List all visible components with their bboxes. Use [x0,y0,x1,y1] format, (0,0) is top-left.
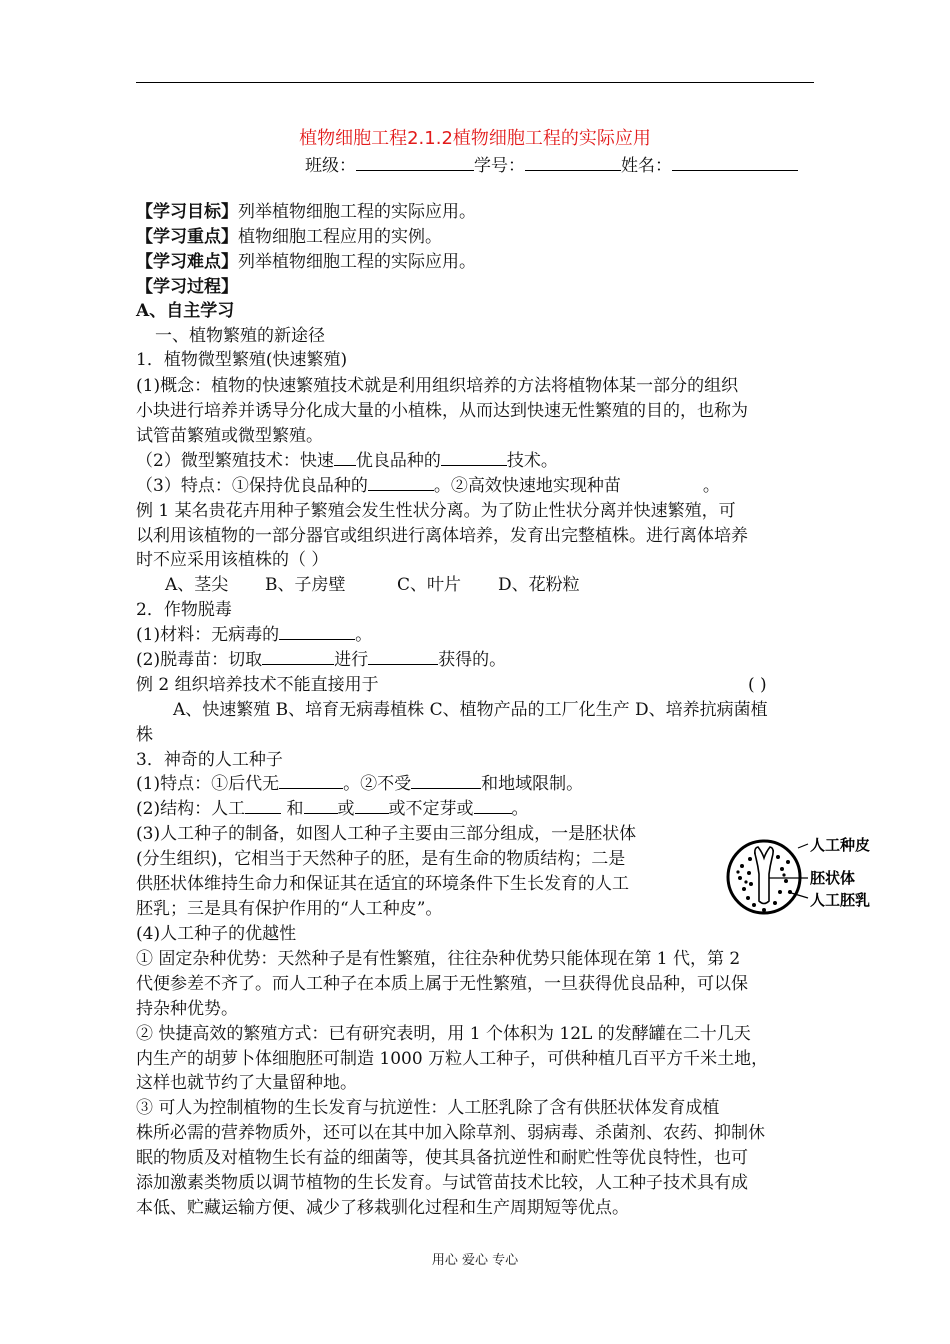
advantage-heading: (4)人工种子的优越性 [136,924,297,944]
example-options [165,573,580,597]
page-footer: 用心 爱心 专心 [431,1253,519,1268]
example-line: 时不应采用该植株的（ ） [136,550,329,570]
feature-line [136,474,720,498]
embryoid-shape [755,847,773,904]
advantage-line: ① 固定杂种优势：天然种子是有性繁殖，往往杂种优势只能体现在第 1 代，第 2 [136,949,741,969]
text-span: 技术。 [506,451,558,471]
structure-line [136,797,529,821]
concept-line: (1)概念：植物的快速繁殖技术就是利用组织培养的方法将植物体某一部分的组织 [136,376,739,396]
advantage-line: ② 快捷高效的繁殖方式：已有研究表明，用 1 个体积为 12L 的发酵罐在二十几天 [136,1024,751,1044]
advantage-line: 株所必需的营养物质外，还可以在其中加入除草剂、弱病毒、杀菌剂、农药、抑制休 [136,1123,765,1143]
learning-goal [136,200,476,224]
prep-line: (分生组织)，它相当于天然种子的胚，是有生命的物质结构；二是 [136,849,626,869]
material-line [136,623,372,647]
answer-paren: ( ) [748,675,767,695]
prep-line: 供胚状体维持生命力和保证其在适宜的环境条件下生长发育的人工 [136,874,629,894]
fill-blank[interactable] [262,650,334,665]
seed-coat-label: 人工种皮 [810,836,871,854]
item-heading: 1．植物微型繁殖(快速繁殖) [136,350,348,370]
concept-line: 试管苗繁殖或微型繁殖。 [136,426,323,446]
text-span: (1)材料：无病毒的 [136,625,280,645]
learning-focus [136,225,442,249]
text-span: (1)特点：①后代无 [136,774,280,794]
text-span: （2）微型繁殖技术：快速 [136,451,334,471]
text-span: 或 [337,799,355,819]
difficulty-tag: 【学习难点】 [136,252,238,272]
advantage-line: 内生产的胡萝卜体细胞胚可制造 1000 万粒人工种子，可供种植几百平方千米土地， [136,1049,769,1069]
text-span: 进行 [334,650,369,670]
name-blank[interactable] [672,156,798,171]
page-title: 植物细胞工程2.1.2植物细胞工程的实际应用 [299,128,651,149]
id-blank[interactable] [525,156,621,171]
text-span: 获得的。 [438,650,507,670]
text-span: 。 [511,799,529,819]
class-blank[interactable] [356,156,474,171]
goal-tag: 【学习目标】 [136,202,238,222]
header-rule [136,82,814,83]
artificial-seed-diagram [720,826,880,920]
example-options: 株 [136,725,153,745]
example-options: A、快速繁殖 B、培育无病毒植株 C、植物产品的工厂化生产 D、培养抗病菌植 [173,700,768,720]
text-span: （3）特点：①保持优良品种的 [136,476,368,496]
option-b: B、子房壁 [265,575,346,595]
fill-blank[interactable] [334,451,356,466]
fill-blank[interactable] [368,476,434,491]
text-span: 例 2 组织培养技术不能直接用于 [136,675,379,695]
fill-blank[interactable] [474,799,512,814]
focus-tag: 【学习重点】 [136,227,238,247]
item-heading: 2．作物脱毒 [136,600,232,620]
advantage-line: 本低、贮藏运输方便、减少了移栽驯化过程和生产周期短等优点。 [136,1198,629,1218]
prep-line: (3)人工种子的制备，如图人工种子主要由三部分组成，一是胚状体 [136,824,637,844]
fill-blank[interactable] [355,799,389,814]
text-span: 。②不受 [343,774,412,794]
fill-blank[interactable] [304,799,338,814]
advantage-line: 持杂种优势。 [136,999,238,1019]
concept-line: 小块进行培养并诱导分化成大量的小植株，从而达到快速无性繁殖的目的，也称为 [136,401,748,421]
id-label: 学号： [474,156,525,176]
example-line: 以利用该植物的一部分器官或组织进行离体培养，发育出完整植株。进行离体培养 [136,526,748,546]
section-a-heading: A、自主学习 [136,301,235,321]
text-span: 。 [355,625,373,645]
fill-blank[interactable] [279,625,355,640]
text-span: 。 [702,476,720,496]
endosperm-label: 人工胚乳 [810,891,871,909]
goal-text: 列举植物细胞工程的实际应用。 [238,202,476,222]
embryoid-label: 胚状体 [810,869,856,887]
text-span: 或不定芽或 [388,799,474,819]
class-label: 班级： [305,156,356,176]
learning-difficulty [136,250,476,274]
text-span: 和地域限制。 [481,774,584,794]
example-line: 例 1 某名贵花卉用种子繁殖会发生性状分离。为了防止性状分离并快速繁殖，可 [136,501,736,521]
focus-text: 植物细胞工程应用的实例。 [238,227,442,247]
advantage-line: 代便参差不齐了。而人工种子在本质上属于无性繁殖，一旦获得优良品种，可以保 [136,974,748,994]
part-heading: 一、植物繁殖的新途径 [155,326,325,346]
example-line [136,673,814,697]
text-span: (2)脱毒苗：切取 [136,650,263,670]
micro-technique-line [136,449,558,473]
seed-coat-pointer [798,844,808,848]
seed-feature-line [136,772,583,796]
fill-blank[interactable] [368,650,438,665]
fill-blank[interactable] [411,774,481,789]
item-heading: 3．神奇的人工种子 [136,750,283,770]
learning-process: 【学习过程】 [136,277,238,297]
fill-blank[interactable] [245,799,281,814]
option-d: D、花粉粒 [498,575,580,595]
advantage-line: 眠的物质及对植物生长有益的细菌等，使其具备抗逆性和耐贮性等优良特性，也可 [136,1148,748,1168]
student-info [305,151,798,176]
prep-line: 胚乳；三是具有保护作用的“人工种皮”。 [136,899,443,919]
text-span: 和 [281,799,304,819]
advantage-line: 这样也就节约了大量留种地。 [136,1073,357,1093]
difficulty-text: 列举植物细胞工程的实际应用。 [238,252,476,272]
text-span: (2)结构：人工 [136,799,246,819]
text-span: 优良品种的 [355,451,441,471]
advantage-line: ③ 可人为控制植物的生长发育与抗逆性：人工胚乳除了含有供胚状体发育成植 [136,1098,720,1118]
option-a: A、茎尖 [165,575,229,595]
option-c: C、叶片 [397,575,462,595]
fill-blank[interactable] [441,451,507,466]
name-label: 姓名： [621,156,672,176]
fill-blank[interactable] [279,774,343,789]
detox-line [136,648,506,672]
endosperm-pointer [788,892,808,898]
text-span: 。②高效快速地实现种苗 [433,476,621,496]
advantage-line: 添加激素类物质以调节植物的生长发育。与试管苗技术比较，人工种子技术具有成 [136,1173,748,1193]
